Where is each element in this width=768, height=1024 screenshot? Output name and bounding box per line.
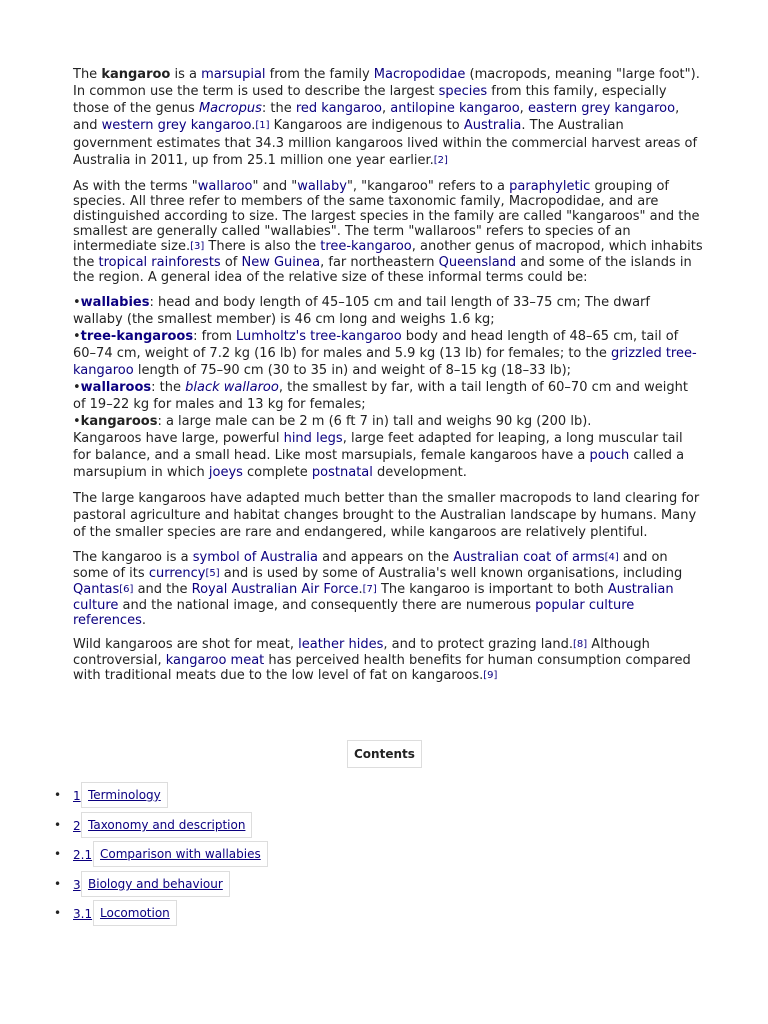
link-macropodidae[interactable]: Macropodidae: [373, 67, 466, 82]
citation-5[interactable]: [5]: [205, 568, 220, 579]
article-body: [73, 66, 703, 693]
toc-bullet: •: [54, 818, 62, 832]
list-bullet: •: [73, 414, 81, 429]
link-tropical-rainforests[interactable]: tropical rainforests: [98, 255, 221, 270]
symbol-paragraph: [73, 550, 703, 628]
list-bullet: •: [73, 295, 81, 310]
text: : head and body length of 45–105 cm and tail length of 33–75 cm; The dwarf wallaby (the smallest member) is 46 cm long and weighs 1.6 kg;: [73, 295, 650, 327]
toc-link-terminology[interactable]: Terminology: [81, 782, 168, 808]
text: and the: [133, 582, 192, 597]
link-australian-culture[interactable]: Australian culture: [73, 582, 674, 613]
toc-bullet: •: [54, 906, 62, 920]
text: development.: [372, 465, 467, 480]
text: ,: [382, 101, 391, 116]
citation-1[interactable]: [1]: [255, 120, 270, 131]
toc-bullet: •: [54, 847, 62, 861]
intro-paragraph: [73, 66, 703, 170]
toc-link-locomotion[interactable]: Locomotion: [93, 900, 177, 926]
toc-number[interactable]: 3: [73, 878, 81, 892]
link-species[interactable]: species: [438, 84, 488, 99]
text: The kangaroo is a: [73, 550, 193, 565]
text: The: [73, 67, 102, 82]
toc-bullet: •: [54, 877, 62, 891]
link-new-guinea[interactable]: New Guinea: [241, 255, 321, 270]
link-leather-hides[interactable]: leather hides: [298, 637, 384, 652]
text: There is also the: [204, 239, 321, 254]
text: .: [141, 613, 146, 628]
link-antilopine-kangaroo[interactable]: antilopine kangaroo: [390, 101, 520, 116]
citation-9[interactable]: [9]: [483, 670, 498, 681]
text: length of 75–90 cm (30 to 35 in) and weight of 8–15 kg (18–33 lb);: [133, 363, 572, 378]
toc-number[interactable]: 2: [73, 819, 81, 833]
meat-paragraph: [73, 637, 703, 684]
text: from this family, especially those of the genus: [73, 84, 667, 116]
link-eastern-grey-kangaroo[interactable]: eastern grey kangaroo: [527, 101, 676, 116]
list-bullet: •: [73, 380, 81, 395]
text: ", "kangaroo" refers to a: [346, 179, 510, 194]
text: ,: [519, 101, 528, 116]
link-tree-kangaroo[interactable]: tree-kangaroo: [320, 239, 412, 254]
text: is a: [170, 67, 202, 82]
citation-7[interactable]: [7]: [362, 584, 377, 595]
link-postnatal[interactable]: postnatal: [311, 465, 373, 480]
link-macropus[interactable]: Macropus: [198, 101, 262, 116]
bold-term: kangaroos: [80, 414, 158, 429]
link-popular-culture-references[interactable]: popular culture references: [73, 598, 635, 628]
link-australia[interactable]: Australia: [463, 118, 522, 133]
text: and the national image, and consequently there are numerous: [118, 598, 536, 613]
text: (macropods, meaning "large foot"). In common use the term is used to describe the largest: [73, 67, 700, 99]
toc-link-biology-and-behaviour[interactable]: Biology and behaviour: [81, 871, 230, 897]
link-currency[interactable]: currency: [148, 566, 206, 581]
text: and is used by some of Australia's well known organisations, including: [219, 566, 683, 581]
text: has perceived health benefits for human consumption compared with traditional meats due to the low level of fat on kangaroos.: [73, 653, 691, 683]
terminology-paragraph: [73, 179, 703, 285]
link-paraphyletic[interactable]: paraphyletic: [509, 179, 591, 194]
text: Wild kangaroos are shot for meat,: [73, 637, 299, 652]
contents-heading: Contents: [347, 740, 422, 768]
text: .: [251, 118, 256, 133]
text: and some of the islands in the region. A general idea of the relative size of these informal terms could be:: [73, 255, 692, 285]
text: Kangaroos are indigenous to: [269, 118, 464, 133]
toc-number[interactable]: 2.1: [73, 848, 93, 862]
text: , large feet adapted for leaping, a long muscular tail for balance, and a small head. Like most marsupials, female kangaroos have a: [73, 431, 683, 463]
text: , and to protect grazing land.: [383, 637, 573, 652]
link-wallaroos[interactable]: wallaroos: [80, 380, 152, 395]
citation-6[interactable]: [6]: [119, 584, 134, 595]
text: .: [358, 582, 363, 597]
link-wallaroo[interactable]: wallaroo: [197, 179, 253, 194]
text: , far northeastern: [320, 255, 439, 270]
text: The kangaroo is important to both: [376, 582, 608, 597]
text: " and ": [252, 179, 298, 194]
toc-number[interactable]: 1: [73, 789, 81, 803]
text: , and: [73, 101, 680, 133]
text: called a marsupium in which: [73, 448, 685, 480]
text: and on some of its: [73, 550, 668, 581]
link-marsupial[interactable]: marsupial: [201, 67, 266, 82]
text: As with the terms ": [73, 179, 198, 194]
text: grouping of species. All three refer to members of the same taxonomic family, Macropodidae, and are distinguished according to size. The largest species in the family are called "kangaroos" and the smallest are generally called "wallabies". The term "wallaroos" refers to species of an intermediate size.: [73, 179, 700, 254]
link-australian-coat-of-arms[interactable]: Australian coat of arms: [453, 550, 605, 565]
toc-link-comparison-with-wallabies[interactable]: Comparison with wallabies: [93, 841, 268, 867]
citation-8[interactable]: [8]: [573, 639, 588, 650]
link-wallabies[interactable]: wallabies: [80, 295, 150, 310]
toc-bullet: •: [54, 788, 62, 802]
link-pouch[interactable]: pouch: [589, 448, 630, 463]
link-kangaroo-meat[interactable]: kangaroo meat: [165, 653, 265, 668]
link-hind-legs[interactable]: hind legs: [283, 431, 343, 446]
link-queensland[interactable]: Queensland: [438, 255, 517, 270]
bold-term: kangaroo: [101, 67, 171, 82]
link-joeys[interactable]: joeys: [208, 465, 243, 480]
list-bullet: •: [73, 329, 81, 344]
toc-number[interactable]: 3.1: [73, 907, 93, 921]
adaptation-paragraph: The large kangaroos have adapted much better than the smaller macropods to land clearing for pastoral agriculture and habitat changes brought to the Australian landscape by humans. Many of the smaller species are rare and endangered, while kangaroos are relatively plentiful.: [73, 491, 700, 540]
text: , the smallest by far, with a tail length of 60–70 cm and weight of 19–22 kg for males and 13 kg for females;: [73, 380, 688, 412]
text: from the family: [265, 67, 374, 82]
link-qantas[interactable]: Qantas: [73, 582, 120, 597]
citation-2[interactable]: [2]: [433, 155, 448, 166]
citation-4[interactable]: [4]: [604, 552, 619, 563]
link-symbol-of-australia[interactable]: symbol of Australia: [192, 550, 318, 565]
link-tree-kangaroos[interactable]: tree-kangaroos: [80, 329, 194, 344]
link-lumholtzs-tree-kangaroo[interactable]: Lumholtz's tree-kangaroo: [236, 329, 402, 344]
text: : the: [261, 101, 296, 116]
text: complete: [242, 465, 312, 480]
text: Kangaroos have large, powerful: [73, 431, 284, 446]
link-grizzled-tree-kangaroo[interactable]: grizzled tree-kangaroo: [73, 346, 697, 378]
text: Although controversial,: [73, 637, 650, 668]
link-wallaby[interactable]: wallaby: [297, 179, 347, 194]
size-list: [73, 294, 703, 481]
text: of: [220, 255, 242, 270]
text: : a large male can be 2 m (6 ft 7 in) tall and weighs 90 kg (200 lb).: [157, 414, 592, 429]
text: and appears on the: [318, 550, 454, 565]
link-black-wallaroo[interactable]: black wallaroo: [185, 380, 279, 395]
text: . The Australian government estimates that 34.3 million kangaroos lived within the commercial harvest areas of Australia in 2011, up from 25.1 million one year earlier.: [73, 118, 698, 168]
link-royal-australian-air-force[interactable]: Royal Australian Air Force: [191, 582, 359, 597]
link-red-kangaroo[interactable]: red kangaroo: [295, 101, 382, 116]
text: : from: [193, 329, 236, 344]
text: body and head length of 48–65 cm, tail of 60–74 cm, weight of 7.2 kg (16 lb) for males and 5.9 kg (13 lb) for females; to the: [73, 329, 679, 361]
citation-3[interactable]: [3]: [190, 241, 205, 252]
text: , another genus of macropod, which inhabits the: [73, 239, 703, 270]
link-western-grey-kangaroo[interactable]: western grey kangaroo: [101, 118, 252, 133]
text: : the: [151, 380, 186, 395]
toc-link-taxonomy-and-description[interactable]: Taxonomy and description: [81, 812, 252, 838]
